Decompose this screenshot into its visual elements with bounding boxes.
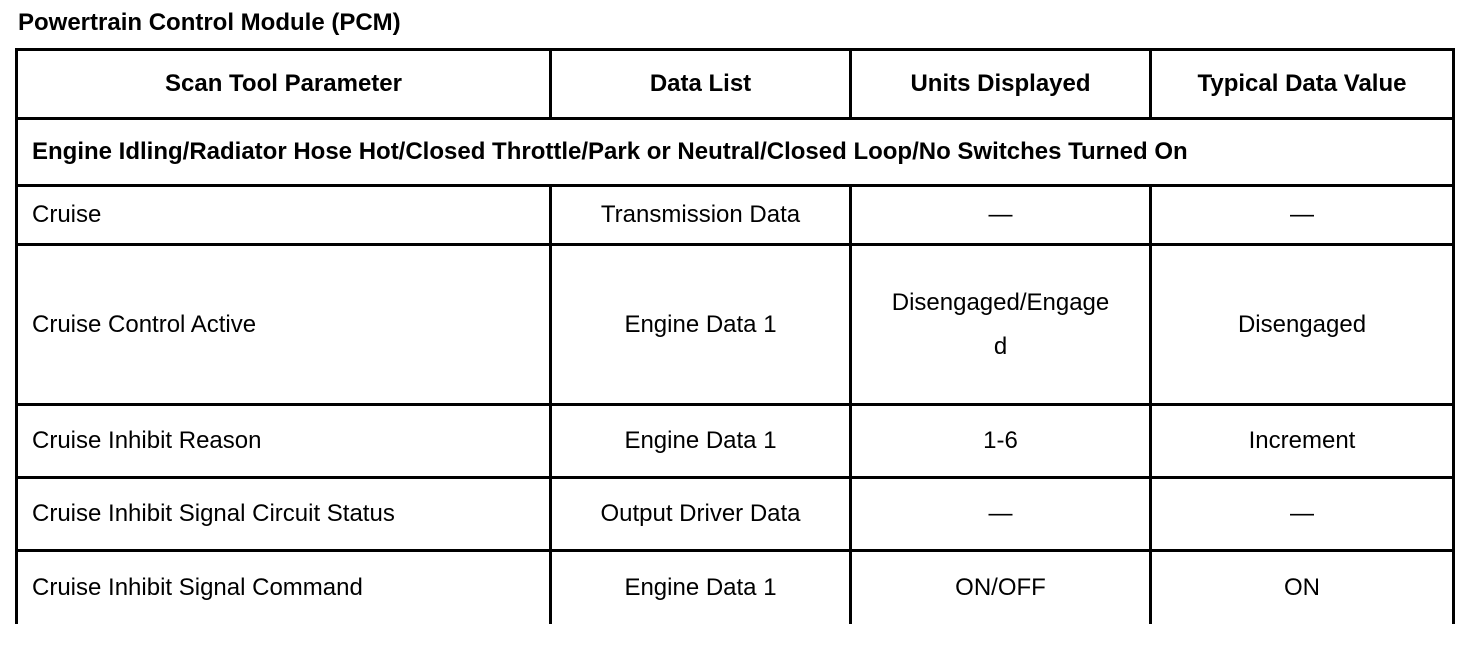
table-row (17, 551, 1454, 625)
cell-data-list: Output Driver Data (551, 478, 851, 551)
cell-units: ON/OFF (851, 551, 1151, 625)
header-scan-tool-parameter: Scan Tool Parameter (17, 50, 551, 119)
cell-parameter: Cruise Control Active (17, 245, 551, 405)
header-data-list: Data List (551, 50, 851, 119)
pcm-data-table (15, 48, 1455, 624)
cell-data-list: Engine Data 1 (551, 245, 851, 405)
cell-typical: — (1151, 186, 1454, 245)
document-title: Powertrain Control Module (PCM) (18, 9, 401, 36)
cell-parameter: Cruise Inhibit Reason (17, 405, 551, 478)
cell-data-list: Transmission Data (551, 186, 851, 245)
cell-parameter: Cruise Inhibit Signal Command (17, 551, 551, 625)
header-units-displayed: Units Displayed (851, 50, 1151, 119)
cell-data-list: Engine Data 1 (551, 551, 851, 625)
cell-typical: — (1151, 478, 1454, 551)
section-row (17, 119, 1454, 186)
cell-typical: ON (1151, 551, 1454, 625)
header-row (17, 50, 1454, 119)
cell-units-text: Disengaged/Engaged (891, 288, 1110, 360)
header-typical-data-value: Typical Data Value (1151, 50, 1454, 119)
cell-units: — (851, 186, 1151, 245)
cell-units: 1-6 (851, 405, 1151, 478)
cell-data-list: Engine Data 1 (551, 405, 851, 478)
cell-parameter: Cruise (17, 186, 551, 245)
table-row (17, 186, 1454, 245)
cell-typical: Disengaged (1151, 245, 1454, 405)
table-row (17, 478, 1454, 551)
cell-parameter: Cruise Inhibit Signal Circuit Status (17, 478, 551, 551)
cell-typical: Increment (1151, 405, 1454, 478)
table-row (17, 245, 1454, 405)
cell-units: — (851, 478, 1151, 551)
section-heading: Engine Idling/Radiator Hose Hot/Closed Throttle/Park or Neutral/Closed Loop/No Switches Turned On (17, 119, 1454, 186)
cell-units (851, 245, 1151, 405)
table-row (17, 405, 1454, 478)
